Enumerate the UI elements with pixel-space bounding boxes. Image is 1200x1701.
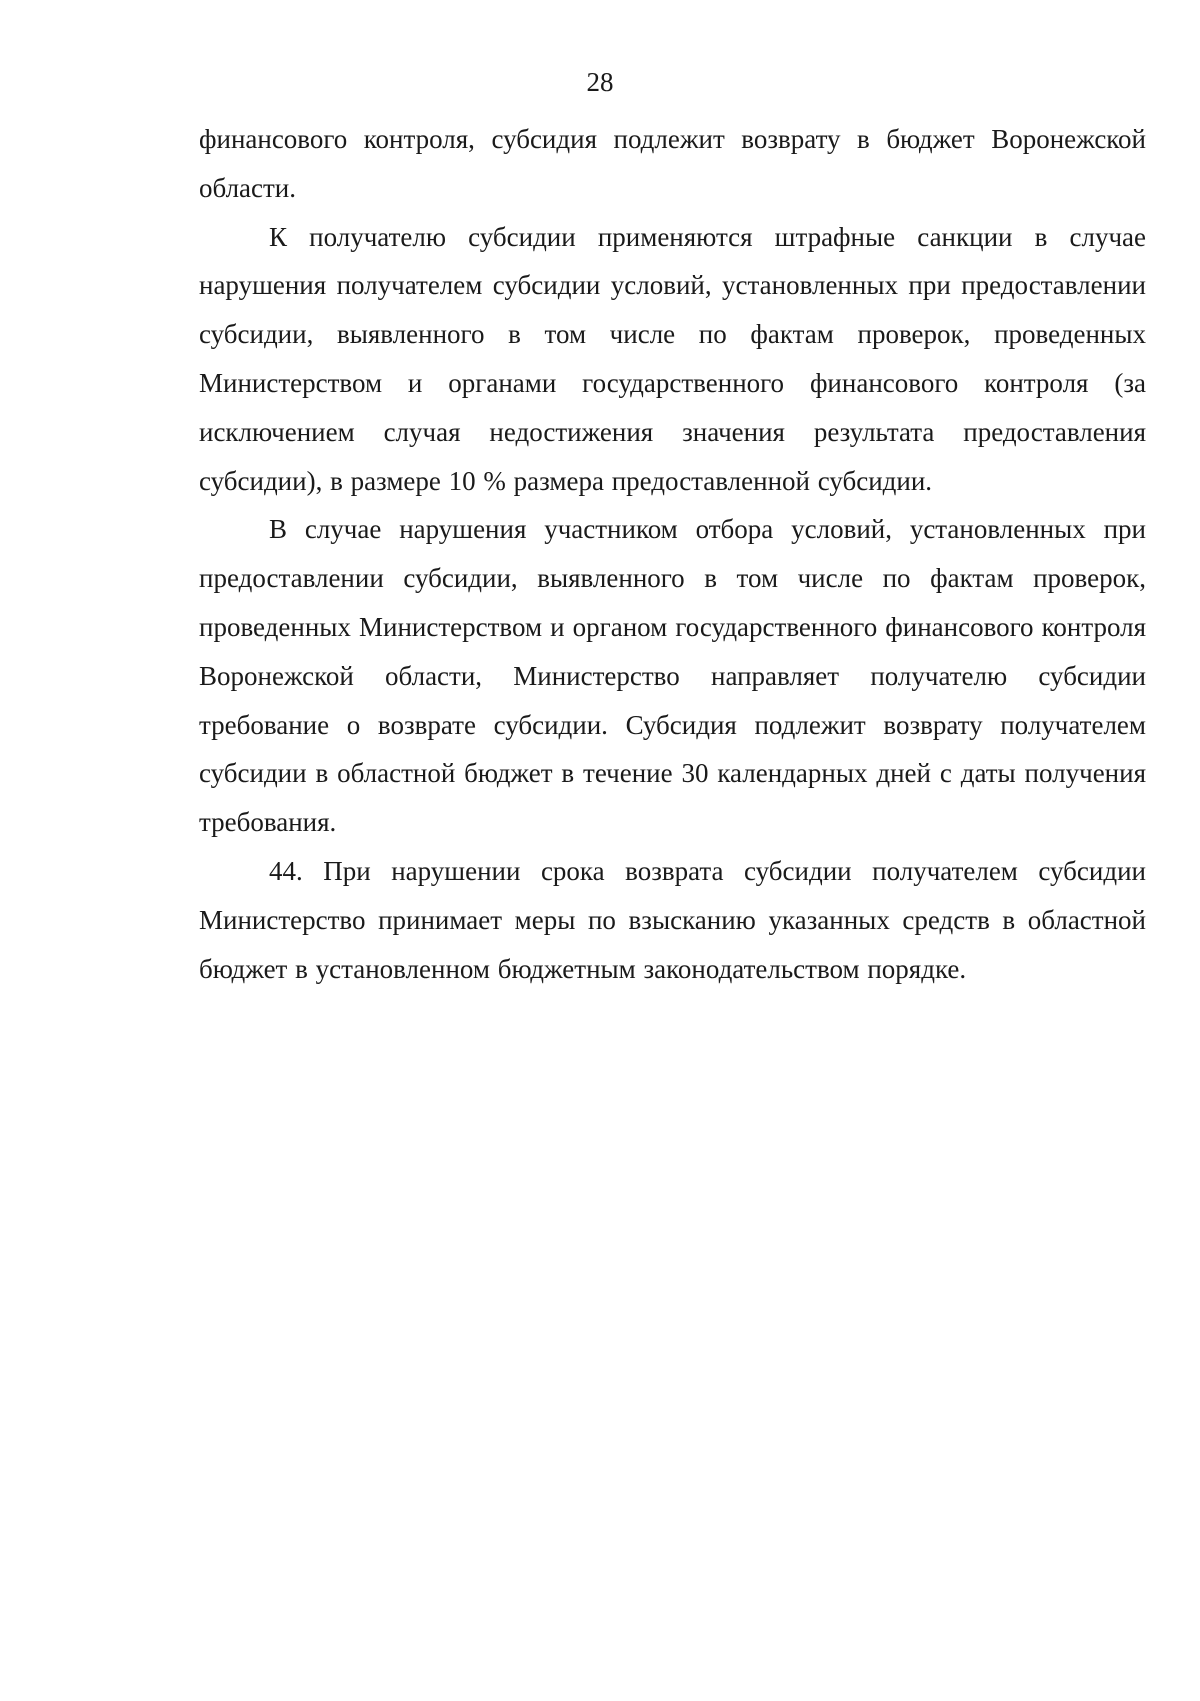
paragraph-continuation: финансового контроля, субсидия подлежит возврату в бюджет Воронежской области. bbox=[199, 124, 1146, 203]
paragraph-return-requirement: В случае нарушения участником отбора условий, установленных при предоставлении субсидии, выявленного в том числе по фактам проверок, проведенных Министерством и органом государственного финансового контроля Воронежской области, Министерство направляет получателю субсидии требование о возврате субсидии. Субсидия подлежит возврату получателем субсидии в областной бюджет в течение 30 календарных дней с даты получения требования. bbox=[199, 514, 1146, 838]
page-number: 28 bbox=[586, 67, 614, 97]
document-body bbox=[199, 115, 1146, 993]
paragraph-item-44: 44. При нарушении срока возврата субсидии получателем субсидии Министерство принимает меры по взысканию указанных средств в областной бюджет в установленном бюджетным законодательством порядке. bbox=[199, 855, 1146, 984]
paragraph-penalty-sanctions: К получателю субсидии применяются штрафные санкции в случае нарушения получателем субсидии условий, установленных при предоставлении субсидии, выявленного в том числе по фактам проверок, проведенных Министерством и органами государственного финансового контроля (за исключением случая недостижения значения результата предоставления субсидии), в размере 10 % размера предоставленной субсидии. bbox=[199, 221, 1146, 496]
